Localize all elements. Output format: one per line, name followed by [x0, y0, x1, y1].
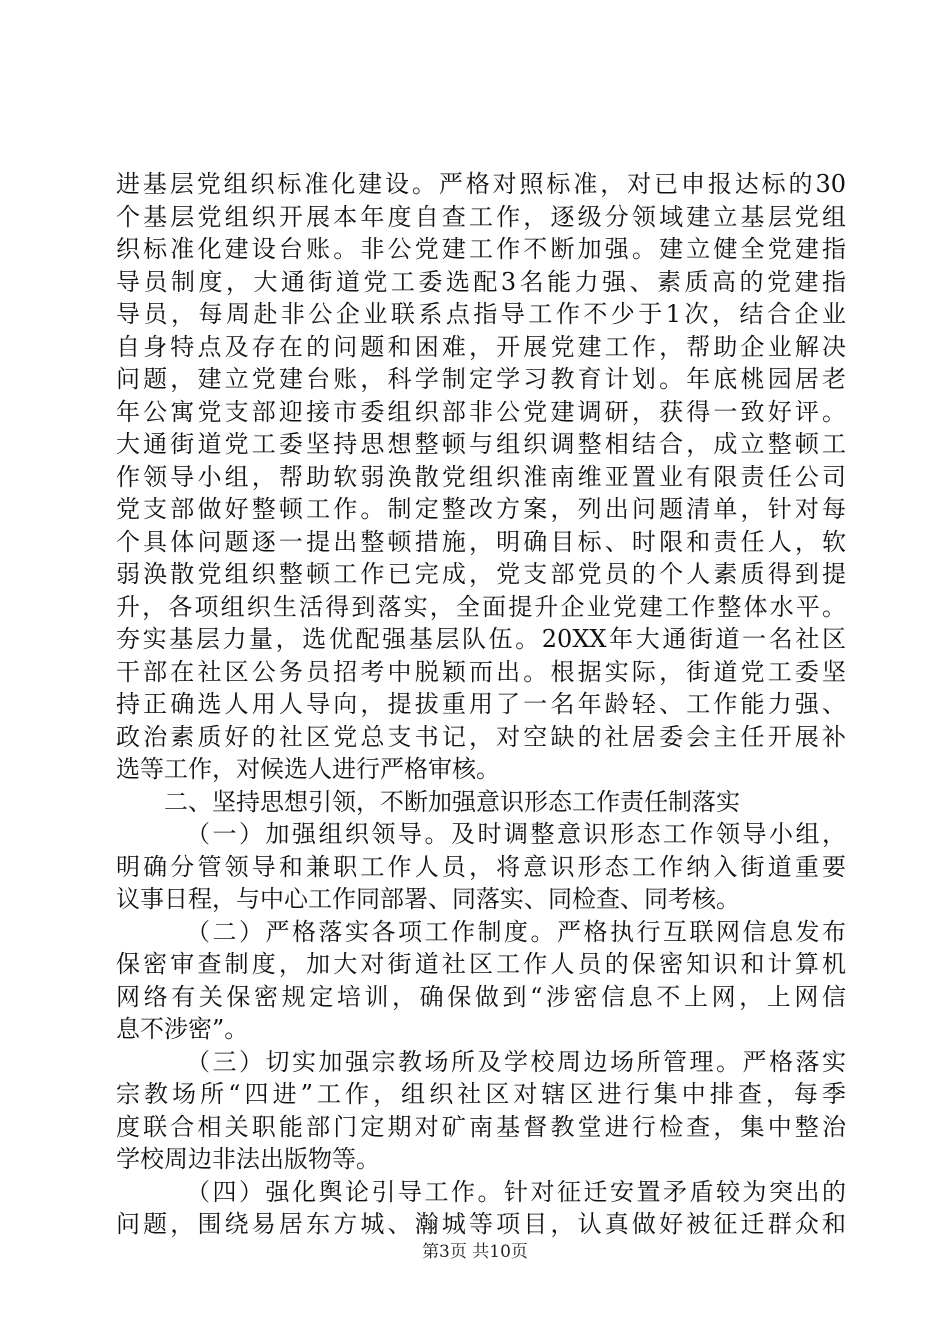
body-line: 问题，建立党建台账，科学制定学习教育计划。年底桃园居老: [116, 365, 846, 393]
body-line: 大通街道党工委坚持思想整顿与组织调整相结合，成立整顿工: [116, 430, 846, 458]
body-line: 织标准化建设台账。非公党建工作不断加强。建立健全党建指: [116, 235, 846, 263]
body-line: 作领导小组，帮助软弱涣散党组织淮南维亚置业有限责任公司: [116, 462, 846, 491]
body-line: 议事日程，与中心工作同部署、同落实、同检查、同考核。: [116, 885, 740, 913]
body-line: 选等工作，对候选人进行严格审核。: [116, 755, 500, 783]
body-line: 升，各项组织生活得到落实，全面提升企业党建工作整体水平。: [116, 592, 846, 621]
body-line: 网络有关保密规定培训，确保做到“涉密信息不上网，上网信: [116, 982, 846, 1011]
body-line: 息不涉密”。: [116, 1015, 249, 1043]
body-line: 个基层党组织开展本年度自查工作，逐级分领域建立基层党组: [116, 202, 846, 231]
body-line: 学校周边非法出版物等。: [116, 1145, 380, 1173]
body-line: 宗教场所“四进”工作，组织社区对辖区进行集中排查，每季: [116, 1080, 846, 1108]
body-line: 个具体问题逐一提出整顿措施，明确目标、时限和责任人，软: [116, 527, 846, 556]
body-line: 夯实基层力量，选优配强基层队伍。20XX年大通街道一名社区: [116, 625, 846, 653]
body-line: 度联合相关职能部门定期对矿南基督教堂进行检查，集中整治: [116, 1112, 846, 1141]
body-line: （三）切实加强宗教场所及学校周边场所管理。严格落实: [186, 1047, 846, 1076]
body-line: 弱涣散党组织整顿工作已完成，党支部党员的个人素质得到提: [116, 560, 846, 588]
body-line: 保密审查制度，加大对街道社区工作人员的保密知识和计算机: [116, 950, 846, 978]
body-line: 党支部做好整顿工作。制定整改方案，列出问题清单，针对每: [116, 495, 846, 523]
body-line: 年公寓党支部迎接市委组织部非公党建调研，获得一致好评。: [116, 397, 846, 426]
body-line: 进基层党组织标准化建设。严格对照标准，对已申报达标的30: [116, 170, 846, 198]
body-line: 政治素质好的社区党总支书记，对空缺的社居委会主任开展补: [116, 722, 846, 751]
body-line: 干部在社区公务员招考中脱颖而出。根据实际，街道党工委坚: [116, 657, 846, 686]
section-heading: 二、坚持思想引领，不断加强意识形态工作责任制落实: [164, 787, 740, 816]
body-line: 明确分管领导和兼职工作人员，将意识形态工作纳入街道重要: [116, 852, 846, 881]
body-line: （四）强化舆论引导工作。针对征迁安置矛盾较为突出的: [186, 1177, 846, 1206]
page-number-footer: 第3页 共10页: [422, 1242, 528, 1262]
body-line: （二）严格落实各项工作制度。严格执行互联网信息发布: [186, 917, 846, 946]
body-line: （一）加强组织领导。及时调整意识形态工作领导小组，: [186, 820, 846, 848]
body-line: 持正确选人用人导向，提拔重用了一名年龄轻、工作能力强、: [116, 690, 846, 718]
body-line: 导员制度，大通街道党工委选配3名能力强、素质高的党建指: [116, 267, 846, 296]
document-body: [116, 168, 846, 1241]
body-line: 导员，每周赴非公企业联系点指导工作不少于1次，结合企业: [116, 300, 846, 328]
body-line: 问题，围绕易居东方城、瀚城等项目，认真做好被征迁群众和: [116, 1210, 846, 1238]
body-line: 自身特点及存在的问题和困难，开展党建工作，帮助企业解决: [116, 332, 846, 361]
